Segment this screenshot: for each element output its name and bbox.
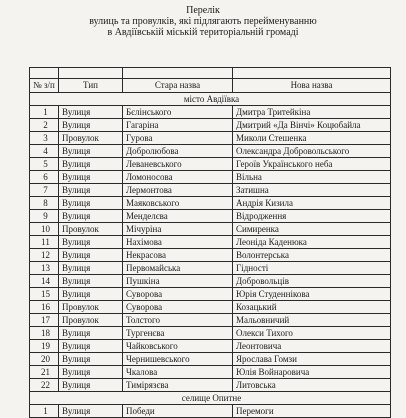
row-new-name: Відродження [233,210,391,223]
table-row [30,405,391,418]
row-old-name: Тимірязєва [123,379,233,392]
table-row [30,327,391,340]
header-new-name: Нова назва [233,79,391,93]
title-line-1: Перелік [186,5,220,16]
row-new-name: Литовська [233,379,391,392]
title-line-3: в Авдіївській міській територіальній громаді [107,27,299,38]
row-number: 1 [30,405,59,418]
row-old-name: Леваневського [123,158,233,171]
row-new-name: Олександра Добровольського [233,145,391,158]
row-new-name: Дмитрий «Да Вінчі» Коцюбайла [233,119,391,132]
row-type: Вулиця [59,197,123,210]
row-old-name: Пушкіна [123,275,233,288]
section-label: селище Опитне [30,392,391,405]
header-type: Тип [59,79,123,93]
row-old-name: Суворова [123,301,233,314]
table-row [30,366,391,379]
row-old-name: Лермонтова [123,184,233,197]
row-number: 19 [30,340,59,353]
table-row [30,275,391,288]
row-number: 17 [30,314,59,327]
table-row [30,106,391,119]
row-number: 20 [30,353,59,366]
row-number: 22 [30,379,59,392]
row-new-name: Леоніда Каденюка [233,236,391,249]
row-number: 4 [30,145,59,158]
row-old-name: Толстого [123,314,233,327]
row-old-name: Мічуріна [123,223,233,236]
document-title [0,5,406,38]
row-type: Провулок [59,301,123,314]
row-new-name: Юлія Войнаровича [233,366,391,379]
row-old-name: Первомайська [123,262,233,275]
row-type: Вулиця [59,275,123,288]
table-row [30,236,391,249]
row-number: 6 [30,171,59,184]
streets-table [29,67,391,418]
table-body [30,93,391,418]
row-old-name: Чернишевського [123,353,233,366]
table-row [30,249,391,262]
row-new-name: Мальовничий [233,314,391,327]
section-row [30,93,391,106]
table-header-row [30,79,391,93]
row-type: Вулиця [59,327,123,340]
row-old-name: Тургенєва [123,327,233,340]
row-number: 2 [30,119,59,132]
row-number: 7 [30,184,59,197]
table-row [30,171,391,184]
row-type: Провулок [59,314,123,327]
row-new-name: Вільна [233,171,391,184]
row-number: 15 [30,288,59,301]
row-new-name: Перемоги [233,405,391,418]
row-old-name: Гурова [123,132,233,145]
row-number: 8 [30,197,59,210]
row-new-name: Олекси Тихого [233,327,391,340]
row-new-name: Добровольців [233,275,391,288]
table-row [30,340,391,353]
row-type: Провулок [59,132,123,145]
row-type: Вулиця [59,340,123,353]
row-old-name: Маяковського [123,197,233,210]
row-old-name: Гагаріна [123,119,233,132]
row-type: Вулиця [59,288,123,301]
row-old-name: Победи [123,405,233,418]
table-row [30,119,391,132]
row-number: 10 [30,223,59,236]
row-number: 14 [30,275,59,288]
row-number: 3 [30,132,59,145]
row-number: 16 [30,301,59,314]
row-new-name: Гідності [233,262,391,275]
row-old-name: Добролюбова [123,145,233,158]
row-number: 9 [30,210,59,223]
row-type: Вулиця [59,119,123,132]
row-type: Вулиця [59,171,123,184]
table-row [30,158,391,171]
row-type: Вулиця [59,405,123,418]
row-type: Вулиця [59,145,123,158]
row-type: Вулиця [59,262,123,275]
row-number: 5 [30,158,59,171]
row-new-name: Дмитра Тритейкіна [233,106,391,119]
row-new-name: Миколи Стешенка [233,132,391,145]
table-row [30,262,391,275]
row-type: Вулиця [59,236,123,249]
table-row [30,379,391,392]
section-label: місто Авдіївка [30,93,391,106]
row-new-name: Козацький [233,301,391,314]
table-row [30,301,391,314]
row-new-name: Героїв Українського неба [233,158,391,171]
row-old-name: Чайковського [123,340,233,353]
row-old-name: Бєлінського [123,106,233,119]
row-type: Вулиця [59,106,123,119]
table-spacer-row [30,68,391,79]
row-old-name: Суворова [123,288,233,301]
row-number: 11 [30,236,59,249]
row-type: Провулок [59,223,123,236]
row-number: 13 [30,262,59,275]
table-row [30,132,391,145]
row-number: 1 [30,106,59,119]
table-row [30,197,391,210]
row-new-name: Ярослава Гомзи [233,353,391,366]
title-line-2: вулиць та провулків, які підлягають перейменуванню [89,16,317,27]
section-row [30,392,391,405]
row-old-name: Некрасова [123,249,233,262]
row-old-name: Менделєва [123,210,233,223]
row-old-name: Нахімова [123,236,233,249]
row-new-name: Волонтерська [233,249,391,262]
header-old-name: Стара назва [123,79,233,93]
table-row [30,288,391,301]
table-row [30,184,391,197]
row-new-name: Леонтовича [233,340,391,353]
row-new-name: Затишна [233,184,391,197]
table-row [30,145,391,158]
header-number: № з/п [30,79,59,93]
row-new-name: Юрія Студеннікова [233,288,391,301]
table-row [30,314,391,327]
row-new-name: Симиренка [233,223,391,236]
row-old-name: Чкалова [123,366,233,379]
row-type: Вулиця [59,210,123,223]
row-new-name: Андрія Кизила [233,197,391,210]
table-row [30,210,391,223]
row-number: 21 [30,366,59,379]
row-type: Вулиця [59,379,123,392]
row-type: Вулиця [59,366,123,379]
row-type: Вулиця [59,249,123,262]
row-type: Вулиця [59,158,123,171]
row-number: 18 [30,327,59,340]
row-type: Вулиця [59,184,123,197]
row-type: Вулиця [59,353,123,366]
row-old-name: Ломоносова [123,171,233,184]
table-row [30,353,391,366]
row-number: 12 [30,249,59,262]
table-row [30,223,391,236]
